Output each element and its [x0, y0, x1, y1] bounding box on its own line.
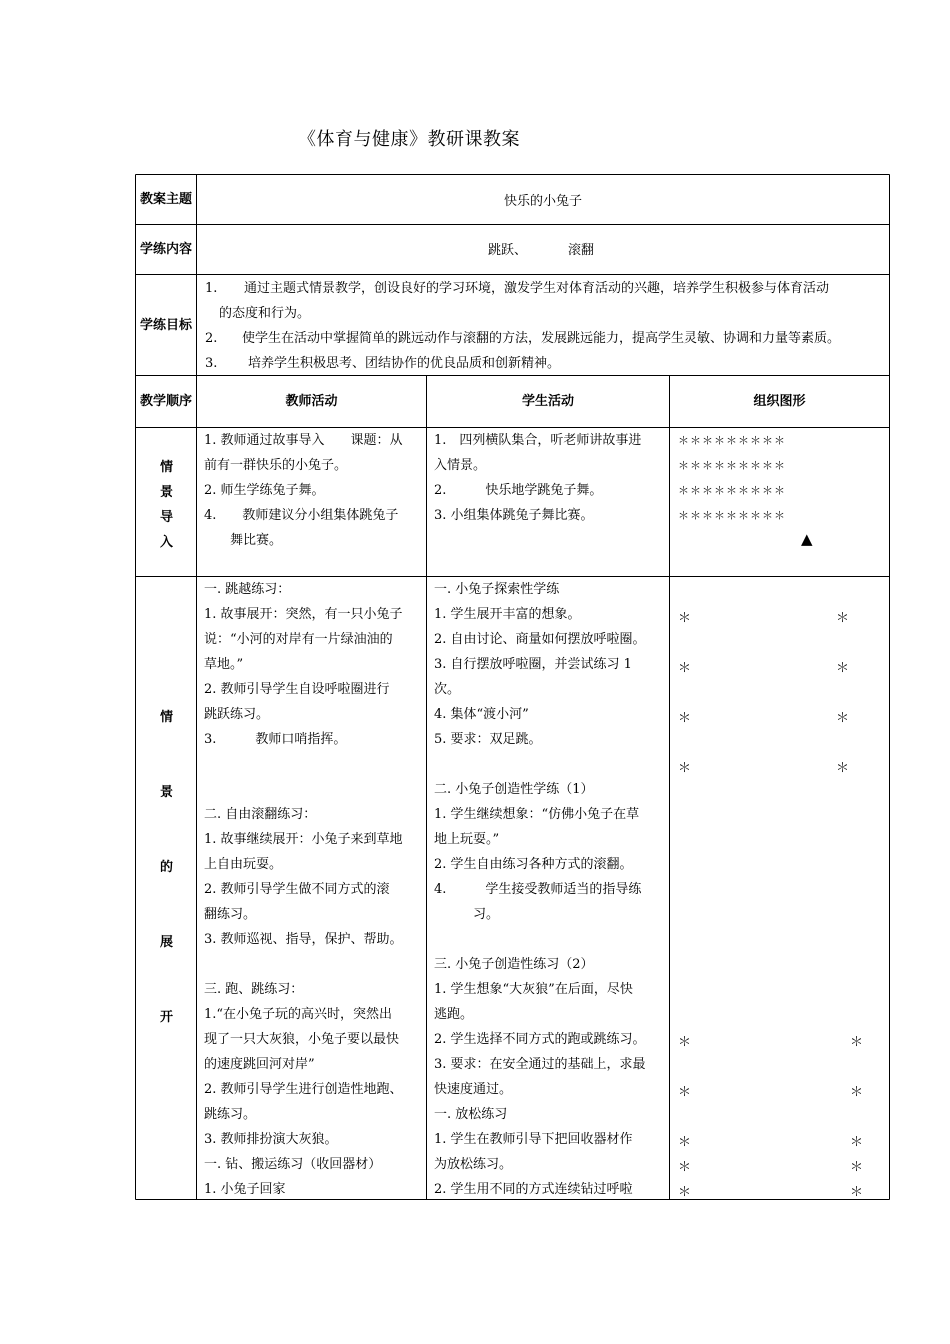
theme-value: 快乐的小兔子	[503, 194, 582, 209]
develop-student-line: 1. 学生展开丰富的想象。	[434, 607, 581, 622]
document-title: 《体育与健康》教研课教案	[298, 129, 520, 150]
develop-student-line: 一. 小兔子探索性学练	[434, 582, 560, 597]
formation-star: ＊	[850, 1135, 864, 1150]
develop-teacher-line: 3. 教师排扮演大灰狼。	[204, 1132, 338, 1147]
develop-student-line: 4. 学生接受教师适当的指导练	[434, 882, 642, 897]
goal-1-text: 通过主题式情景教学，创设良好的学习环境，激发学生对体育活动的兴趣，培养学生积极参与体育活动	[244, 281, 830, 296]
spacer	[434, 752, 669, 777]
theme-label: 教案主题	[139, 192, 192, 207]
develop-teacher-line: 3. 教师口哨指挥。	[204, 732, 347, 747]
content-value-2: 滚翻	[568, 243, 595, 258]
develop-student-line: 1. 学生想象“大灰狼”在后面，尽快	[434, 982, 633, 997]
formation-star: ＊	[850, 1085, 864, 1100]
formation-star: ＊	[678, 761, 692, 776]
goal-3-text: 培养学生积极思考、团结协作的优良品质和创新精神。	[248, 356, 561, 371]
develop-teacher-line: 3. 教师巡视、指导，保护、帮助。	[204, 932, 403, 947]
develop-label-1: 情	[160, 710, 174, 725]
formation-star: ＊	[836, 761, 850, 776]
teacher-header: 教师活动	[285, 394, 338, 409]
develop-student-line: 1. 学生继续想象：“仿佛小兔子在草	[434, 807, 640, 822]
intro-student-line: 入情景。	[434, 458, 487, 473]
formation-row: ＊＊＊＊＊＊＊＊＊	[678, 509, 786, 522]
develop-teacher-line: 的速度跳回河对岸”	[204, 1057, 315, 1072]
formation-star: ＊	[678, 661, 692, 676]
goal-2-text: 使学生在活动中掌握简单的跳远动作与滚翻的方法，发展跳远能力，提高学生灵敏、协调和力量等素质。	[242, 331, 841, 346]
spacer	[204, 952, 426, 977]
intro-teacher	[204, 428, 426, 553]
intro-student-line: 2. 快乐地学跳兔子舞。	[434, 483, 603, 498]
intro-formation	[678, 428, 888, 528]
formation-star: ＊	[836, 711, 850, 726]
develop-teacher-line: 1. 故事展开：突然，有一只小兔子	[204, 607, 403, 622]
intro-teacher-line: 4. 教师建议分小组集体跳兔子	[204, 508, 399, 523]
intro-label-1: 情	[160, 460, 174, 475]
develop-student-line: 3. 自行摆放呼啦圈，并尝试练习 1	[434, 657, 632, 672]
develop-student	[434, 577, 669, 1202]
formation-star: ＊	[678, 1185, 692, 1200]
intro-student	[434, 428, 669, 528]
intro-label-3: 导	[160, 510, 174, 525]
formation-star: ＊	[850, 1035, 864, 1050]
formation-star: ＊	[678, 611, 692, 626]
formation-row: ＊＊＊＊＊＊＊＊＊	[678, 434, 786, 447]
develop-teacher-line: 1. 小兔子回家	[204, 1182, 286, 1197]
formation-row: ＊＊＊＊＊＊＊＊＊	[678, 484, 786, 497]
formation-star: ＊	[850, 1185, 864, 1200]
develop-student-line: 一. 放松练习	[434, 1107, 508, 1122]
develop-student-line: 习。	[434, 907, 500, 922]
formation-star: ＊	[836, 661, 850, 676]
develop-teacher-line: 1. 故事继续展开：小兔子来到草地	[204, 832, 403, 847]
develop-student-line: 1. 学生在教师引导下把回收器材作	[434, 1132, 633, 1147]
develop-student-line: 三. 小兔子创造性练习（2）	[434, 957, 594, 972]
formation-row: ＊＊＊＊＊＊＊＊＊	[678, 459, 786, 472]
develop-student-line: 2. 学生用不同的方式连续钻过呼啦	[434, 1182, 633, 1197]
formation-star: ＊	[850, 1160, 864, 1175]
spacer	[434, 927, 669, 952]
content-label: 学练内容	[139, 242, 192, 257]
intro-student-line: 3. 小组集体跳兔子舞比赛。	[434, 508, 594, 523]
develop-student-line: 2. 自由讨论、商量如何摆放呼啦圈。	[434, 632, 646, 647]
seq-header: 教学顺序	[139, 394, 192, 409]
develop-teacher-line: 2. 教师引导学生进行创造性地跑、	[204, 1082, 403, 1097]
formation-star: ＊	[678, 1035, 692, 1050]
develop-label-5: 开	[160, 1010, 174, 1025]
intro-teacher-line: 1. 教师通过故事导入 课题：从	[204, 433, 403, 448]
goal-1-cont: 的态度和行为。	[219, 306, 311, 321]
formation-star: ＊	[678, 1160, 692, 1175]
develop-teacher-line: 上自由玩耍。	[204, 857, 283, 872]
develop-student-line: 3. 要求：在安全通过的基础上，求最	[434, 1057, 646, 1072]
develop-student-line: 5. 要求：双足跳。	[434, 732, 542, 747]
develop-student-line: 逃跑。	[434, 1007, 474, 1022]
formation-star: ＊	[836, 611, 850, 626]
develop-teacher-line: 2. 教师引导学生自设呼啦圈进行	[204, 682, 390, 697]
develop-student-line: 2. 学生自由练习各种方式的滚翻。	[434, 857, 633, 872]
develop-teacher-line: 跳练习。	[204, 1107, 257, 1122]
formation-star: ＊	[678, 1135, 692, 1150]
develop-student-line: 快速度通过。	[434, 1082, 513, 1097]
goal-1-num: 1.	[205, 281, 218, 296]
develop-teacher-line: 三. 跑、跳练习：	[204, 982, 304, 997]
develop-student-line: 2. 学生选择不同方式的跑或跳练习。	[434, 1032, 646, 1047]
develop-teacher-line: 一. 钻、搬运练习（收回器材）	[204, 1157, 382, 1172]
intro-teacher-line: 前有一群快乐的小兔子。	[204, 458, 348, 473]
spacer	[204, 752, 426, 777]
intro-teacher-line: 2. 师生学练兔子舞。	[204, 483, 325, 498]
org-header: 组织图形	[753, 394, 806, 409]
develop-teacher-line: 草地。”	[204, 657, 244, 672]
develop-teacher-line: 现了一只大灰狼，小兔子要以最快	[204, 1032, 400, 1047]
develop-student-line: 地上玩耍。”	[434, 832, 500, 847]
spacer	[204, 777, 426, 802]
intro-teacher-line: 舞比赛。	[204, 533, 283, 548]
student-header: 学生活动	[521, 394, 574, 409]
content-value-1: 跳跃、	[488, 243, 528, 258]
develop-student-line: 二. 小兔子创造性学练（1）	[434, 782, 594, 797]
intro-label-4: 入	[160, 535, 174, 550]
develop-teacher	[204, 577, 426, 1202]
develop-label-4: 展	[160, 935, 174, 950]
develop-student-line: 次。	[434, 682, 461, 697]
develop-teacher-line: 说：“小河的对岸有一片绿油油的	[204, 632, 393, 647]
formation-star: ＊	[678, 711, 692, 726]
develop-student-line: 4. 集体“渡小河”	[434, 707, 529, 722]
teacher-position-triangle: ▲	[801, 530, 813, 548]
develop-teacher-line: 跳跃练习。	[204, 707, 270, 722]
develop-student-line: 为放松练习。	[434, 1157, 513, 1172]
develop-label-3: 的	[160, 860, 174, 875]
develop-label-2: 景	[160, 785, 174, 800]
develop-teacher-line: 翻练习。	[204, 907, 257, 922]
develop-teacher-line: 2. 教师引导学生做不同方式的滚	[204, 882, 390, 897]
goal-3-num: 3.	[205, 356, 218, 371]
goal-2-num: 2.	[205, 331, 218, 346]
intro-student-line: 1. 四列横队集合，听老师讲故事进	[434, 433, 642, 448]
develop-teacher-line: 二. 自由滚翻练习：	[204, 807, 317, 822]
develop-teacher-line: 一. 跳越练习：	[204, 582, 291, 597]
intro-label-2: 景	[160, 485, 174, 500]
formation-star: ＊	[678, 1085, 692, 1100]
goals-label: 学练目标	[139, 317, 192, 333]
develop-teacher-line: 1.“在小兔子玩的高兴时，突然出	[204, 1007, 393, 1022]
